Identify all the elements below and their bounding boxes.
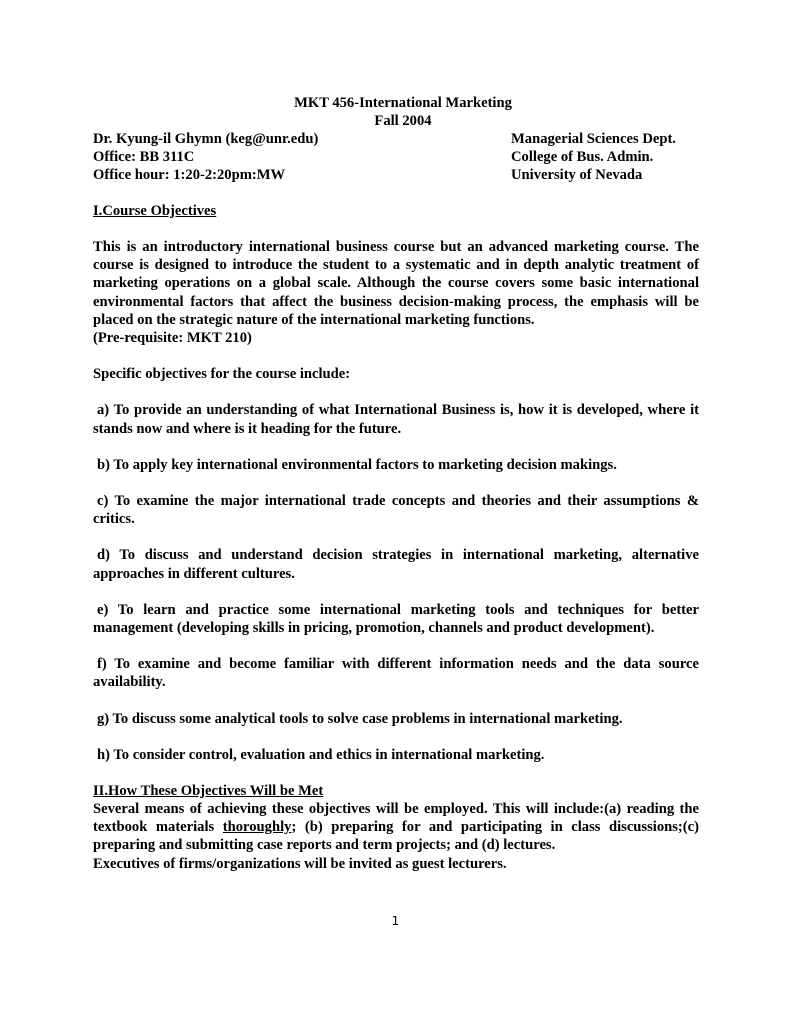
objective-g-text: g) To discuss some analytical tools to solve case problems in international marketing. — [97, 710, 623, 727]
section2-heading: II.How These Objectives Will be Met — [93, 783, 324, 800]
section1-intro: This is an introductory international business course but an advanced marketing course. The course is designed to introduce the student to a systematic and in depth analytic treatment of marketing operations on a global scale. Although the course covers some basic international environmental factors that affect the business decision-making process, the emphasis will be placed on the strategic nature of the international marketing functions. — [93, 239, 699, 328]
course-title: MKT 456-International Marketing — [294, 95, 512, 111]
objective-c — [93, 492, 699, 528]
objective-f — [93, 655, 699, 691]
specific-objectives-intro: Specific objectives for the course include: — [93, 366, 351, 383]
university-name: University of Nevada — [511, 167, 643, 183]
page-number: 1 — [391, 914, 400, 928]
objective-c-text: c) To examine the major international trade concepts and theories and their assumptions & critics. — [93, 493, 699, 528]
section2-text-after: ; (b) preparing for and participating in class discussions;(c) preparing and submitting case reports and term projects; and (d) lectures. — [93, 819, 699, 854]
college-name: College of Bus. Admin. — [511, 149, 654, 165]
section1-heading: I.Course Objectives — [93, 203, 217, 219]
objective-d-text: d) To discuss and understand decision strategies in international marketing, alternative approaches in different cultures. — [93, 547, 699, 582]
objective-g — [93, 710, 699, 728]
semester: Fall 2004 — [374, 113, 432, 129]
objective-b — [93, 456, 699, 474]
objective-b-text: b) To apply key international environmental factors to marketing decision makings. — [97, 456, 617, 473]
objective-h — [93, 746, 699, 764]
guest-lecturers-line: Executives of firms/organizations will be invited as guest lecturers. — [93, 855, 507, 872]
instructor-office-hour: Office hour: 1:20-2:20pm:MW — [93, 167, 286, 183]
instructor-office: Office: BB 311C — [93, 149, 195, 165]
objective-f-text: f) To examine and become familiar with different information needs and the data source availability. — [93, 656, 699, 691]
objective-h-text: h) To consider control, evaluation and ethics in international marketing. — [97, 746, 545, 763]
instructor-name-email: Dr. Kyung-il Ghymn (keg@unr.edu) — [93, 131, 319, 147]
section2-paragraph — [93, 800, 699, 855]
objective-e — [93, 601, 699, 637]
document-page — [93, 94, 699, 873]
section2-text-before: Several means of achieving these objectives will be employed. This will include:(a) reading the textbook materials — [93, 801, 699, 836]
section2-underlined-word: thoroughly — [222, 819, 292, 836]
prerequisite: (Pre-requisite: MKT 210) — [93, 330, 252, 347]
objective-a — [93, 401, 699, 437]
header-info — [93, 130, 699, 184]
department-info — [511, 130, 699, 184]
department-name: Managerial Sciences Dept. — [511, 131, 676, 147]
objective-e-text: e) To learn and practice some international marketing tools and techniques for better management (developing skills in pricing, promotion, channels and product development). — [93, 601, 699, 637]
objective-a-text: a) To provide an understanding of what International Business is, how it is developed, where it stands now and where is it heading for the future. — [93, 402, 699, 437]
objective-d — [93, 546, 699, 582]
instructor-info — [93, 130, 318, 184]
